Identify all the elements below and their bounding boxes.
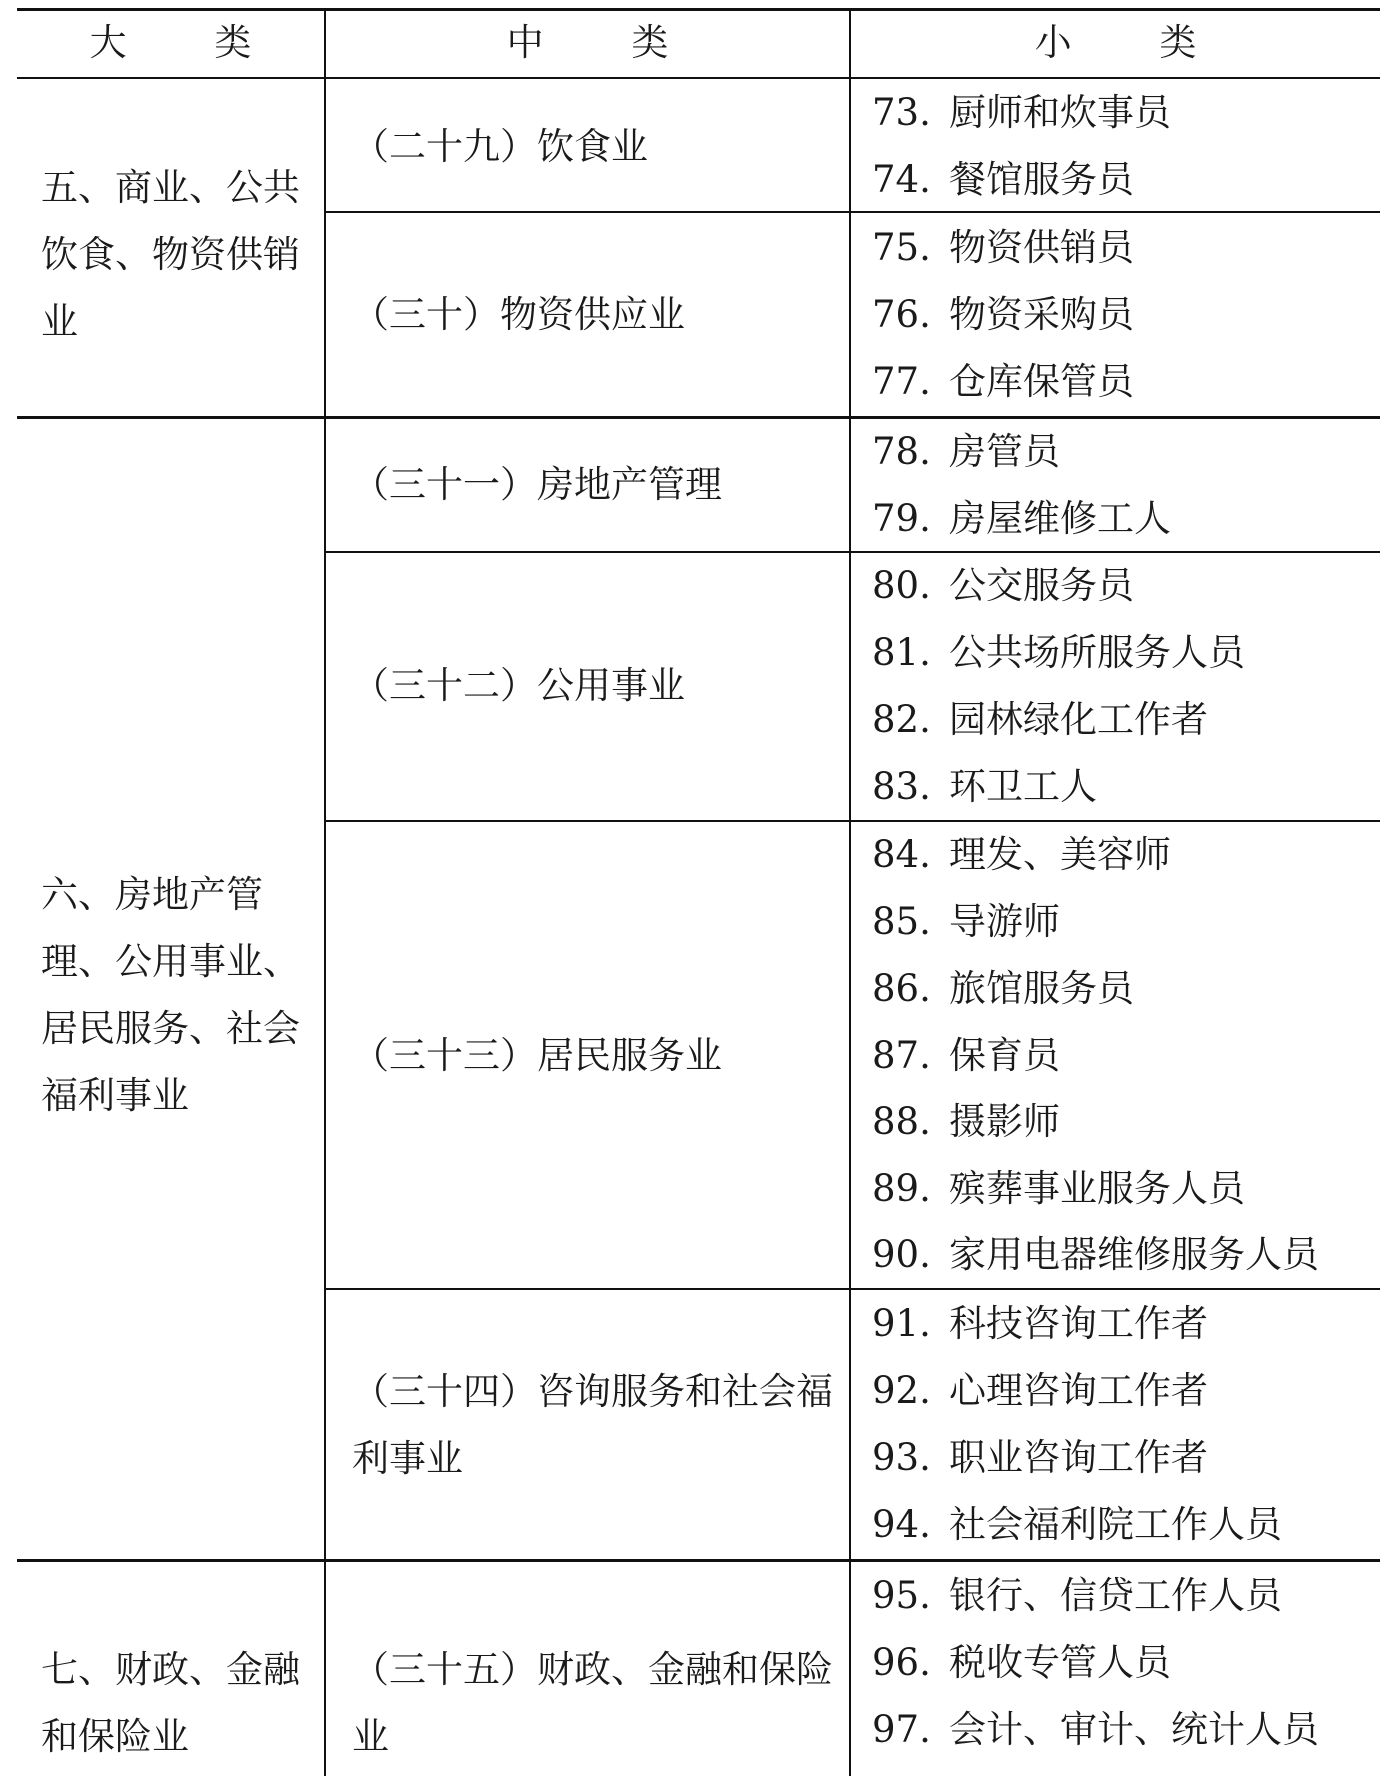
minor-item — [872, 1155, 1245, 1222]
header-medium: 中 类 — [506, 21, 707, 64]
major-category: 六、房地产管理、公用事业、居民服务、社会福利事业 — [41, 873, 300, 1117]
item-text: 环卫工人 — [949, 765, 1097, 808]
item-text: 殡葬事业服务人员 — [949, 1167, 1245, 1210]
item-number: 88. — [872, 1100, 931, 1143]
item-number: 94. — [872, 1503, 931, 1546]
item-number: 87. — [872, 1034, 931, 1077]
major-category: 七、财政、金融和保险业 — [41, 1648, 300, 1758]
item-text: 厨师和炊事员 — [949, 91, 1171, 134]
minor-item — [872, 1424, 1208, 1491]
medium-category: （三十二）公用事业 — [352, 664, 685, 707]
medium-category: （三十三）居民服务业 — [352, 1034, 722, 1077]
item-number: 80. — [872, 564, 931, 607]
medium-category: （三十一）房地产管理 — [352, 463, 722, 506]
item-number: 90. — [872, 1233, 931, 1276]
item-number: 95. — [872, 1574, 931, 1617]
item-number: 75. — [872, 226, 931, 269]
item-text: 公共场所服务人员 — [949, 631, 1245, 674]
item-text: 餐馆服务员 — [949, 158, 1134, 201]
item-text: 公交服务员 — [949, 564, 1134, 607]
minor-item — [872, 686, 1208, 753]
medium-category: （三十四）咨询服务和社会福利事业 — [352, 1370, 833, 1480]
minor-item — [872, 888, 1060, 955]
item-text: 摄影师 — [949, 1100, 1060, 1143]
occupation-table — [17, 8, 1380, 1776]
minor-item — [872, 485, 1171, 552]
row-rule — [324, 211, 1380, 213]
column-rule — [849, 8, 851, 1776]
item-text: 家用电器维修服务人员 — [949, 1233, 1319, 1276]
group-rule — [17, 416, 1380, 419]
item-text: 房屋维修工人 — [949, 497, 1171, 540]
item-number: 85. — [872, 900, 931, 943]
item-text: 房管员 — [949, 430, 1060, 473]
minor-item — [872, 418, 1060, 485]
minor-item — [872, 1088, 1060, 1155]
item-number: 89. — [872, 1167, 931, 1210]
item-text: 物资供销员 — [949, 226, 1134, 269]
item-text: 银行、信贷工作人员 — [949, 1574, 1282, 1617]
minor-item — [872, 1562, 1282, 1629]
item-text: 职业咨询工作者 — [949, 1436, 1208, 1479]
minor-item — [872, 1290, 1208, 1357]
minor-item — [872, 1357, 1208, 1424]
header-major: 大 类 — [89, 21, 290, 64]
column-rule — [324, 8, 326, 1776]
item-number: 82. — [872, 698, 931, 741]
item-text: 理发、美容师 — [949, 833, 1171, 876]
minor-item — [872, 214, 1134, 281]
major-category: 五、商业、公共饮食、物资供销业 — [41, 166, 300, 343]
row-rule — [324, 820, 1380, 822]
item-number: 97. — [872, 1708, 931, 1751]
minor-item — [872, 79, 1171, 146]
item-number: 79. — [872, 497, 931, 540]
minor-item — [872, 1629, 1171, 1696]
minor-item — [872, 348, 1134, 415]
item-text: 税收专管人员 — [949, 1641, 1171, 1684]
minor-item — [872, 1022, 1060, 1089]
item-text: 园林绿化工作者 — [949, 698, 1208, 741]
item-number: 76. — [872, 293, 931, 336]
item-number: 91. — [872, 1302, 931, 1345]
medium-category: （三十）物资供应业 — [352, 293, 685, 336]
minor-item — [872, 753, 1097, 820]
minor-item — [872, 552, 1134, 619]
medium-category: （三十五）财政、金融和保险业 — [352, 1648, 833, 1758]
minor-item — [872, 1491, 1282, 1558]
minor-item — [872, 281, 1134, 348]
minor-item — [872, 146, 1134, 213]
item-number: 78. — [872, 430, 931, 473]
item-number: 77. — [872, 360, 931, 403]
item-text: 导游师 — [949, 900, 1060, 943]
minor-item — [872, 821, 1171, 888]
item-number: 74. — [872, 158, 931, 201]
item-number: 92. — [872, 1369, 931, 1412]
item-number: 83. — [872, 765, 931, 808]
item-text: 旅馆服务员 — [949, 967, 1134, 1010]
item-text: 物资采购员 — [949, 293, 1134, 336]
item-text: 仓库保管员 — [949, 360, 1134, 403]
item-number: 86. — [872, 967, 931, 1010]
item-text: 社会福利院工作人员 — [949, 1503, 1282, 1546]
item-text: 保育员 — [949, 1034, 1060, 1077]
item-text: 科技咨询工作者 — [949, 1302, 1208, 1345]
minor-item — [872, 619, 1245, 686]
item-text: 会计、审计、统计人员 — [949, 1708, 1319, 1751]
row-rule — [324, 1288, 1380, 1290]
minor-item — [872, 955, 1134, 1022]
item-number: 84. — [872, 833, 931, 876]
item-number: 96. — [872, 1641, 931, 1684]
item-number: 93. — [872, 1436, 931, 1479]
item-text: 心理咨询工作者 — [949, 1369, 1208, 1412]
header-minor: 小 类 — [1034, 21, 1235, 64]
item-number: 73. — [872, 91, 931, 134]
row-rule — [324, 551, 1380, 553]
minor-item — [872, 1696, 1319, 1763]
minor-item — [872, 1221, 1319, 1288]
medium-category: （二十九）饮食业 — [352, 125, 648, 168]
item-number: 81. — [872, 631, 931, 674]
